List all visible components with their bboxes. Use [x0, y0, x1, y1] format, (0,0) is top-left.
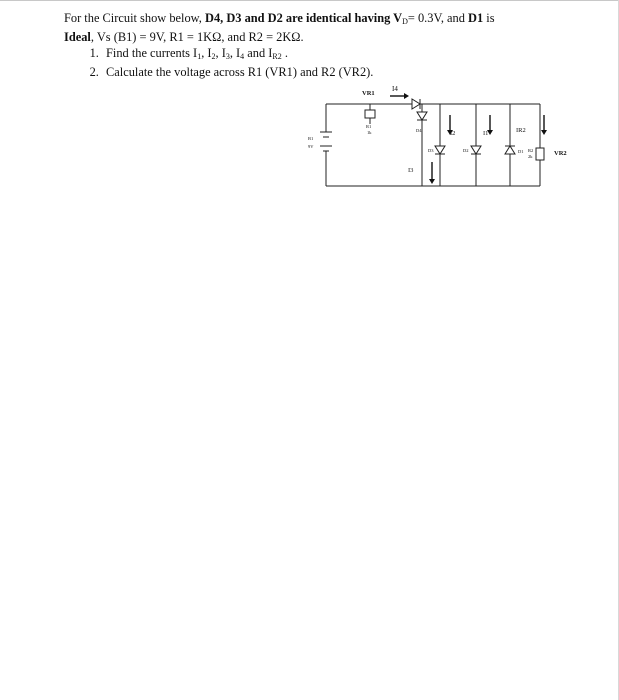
label-i1: I1 — [483, 130, 489, 137]
arrow-i3 — [429, 162, 435, 184]
label-vr2: VR2 — [554, 150, 567, 157]
label-d4: D4 — [416, 128, 422, 133]
question-text — [64, 11, 604, 80]
label-i3: I3 — [408, 167, 414, 174]
label-r1-value: 1k — [367, 130, 372, 135]
battery-b1 — [320, 132, 332, 158]
diode-d1 — [505, 146, 515, 154]
label-d3: D3 — [428, 148, 434, 153]
label-r1-name: R1 — [366, 124, 372, 129]
diode-d2 — [471, 146, 481, 154]
task-list — [64, 46, 604, 80]
label-d2: D2 — [463, 148, 469, 153]
task-item: 1. Find the currents $I_1$, $I_2$, $I_3$, $I_4$ and $I_{R2}$ . — [102, 46, 604, 65]
page-border-top — [0, 0, 619, 1]
resistor-r1 — [365, 110, 375, 118]
label-r2-value: 2k — [528, 154, 533, 159]
arrow-ir2 — [541, 115, 547, 135]
label-i2: I2 — [450, 130, 456, 137]
label-b1-name: B1 — [308, 136, 314, 141]
resistor-r2 — [536, 148, 544, 160]
label-ir2: IR2 — [516, 127, 526, 134]
label-i4: I4 — [392, 85, 398, 93]
label-d1: D1 — [518, 149, 524, 154]
diode-d4 — [412, 99, 420, 109]
diode-d3 — [435, 146, 445, 154]
question-statement: For the Circuit show below, D4, D3 and D2 are identical having $V_D= 0.3V$, and D1 is Ideal, Vs (B1) = 9V, R1 = 1KΩ, and R2 = 2KΩ. — [64, 11, 495, 44]
label-b1-value: 9V — [308, 144, 314, 149]
task-item: 2. Calculate the voltage across R1 (VR1) and R2 (VR2). — [102, 65, 604, 81]
label-r2-name: R2 — [528, 148, 534, 153]
identical-diodes: D4, D3 and D2 are identical having V — [205, 11, 403, 25]
circuit-diagram — [300, 82, 580, 198]
label-vr1: VR1 — [362, 90, 375, 97]
diode-d4-vertical — [417, 112, 427, 120]
arrow-i4 — [390, 93, 409, 99]
